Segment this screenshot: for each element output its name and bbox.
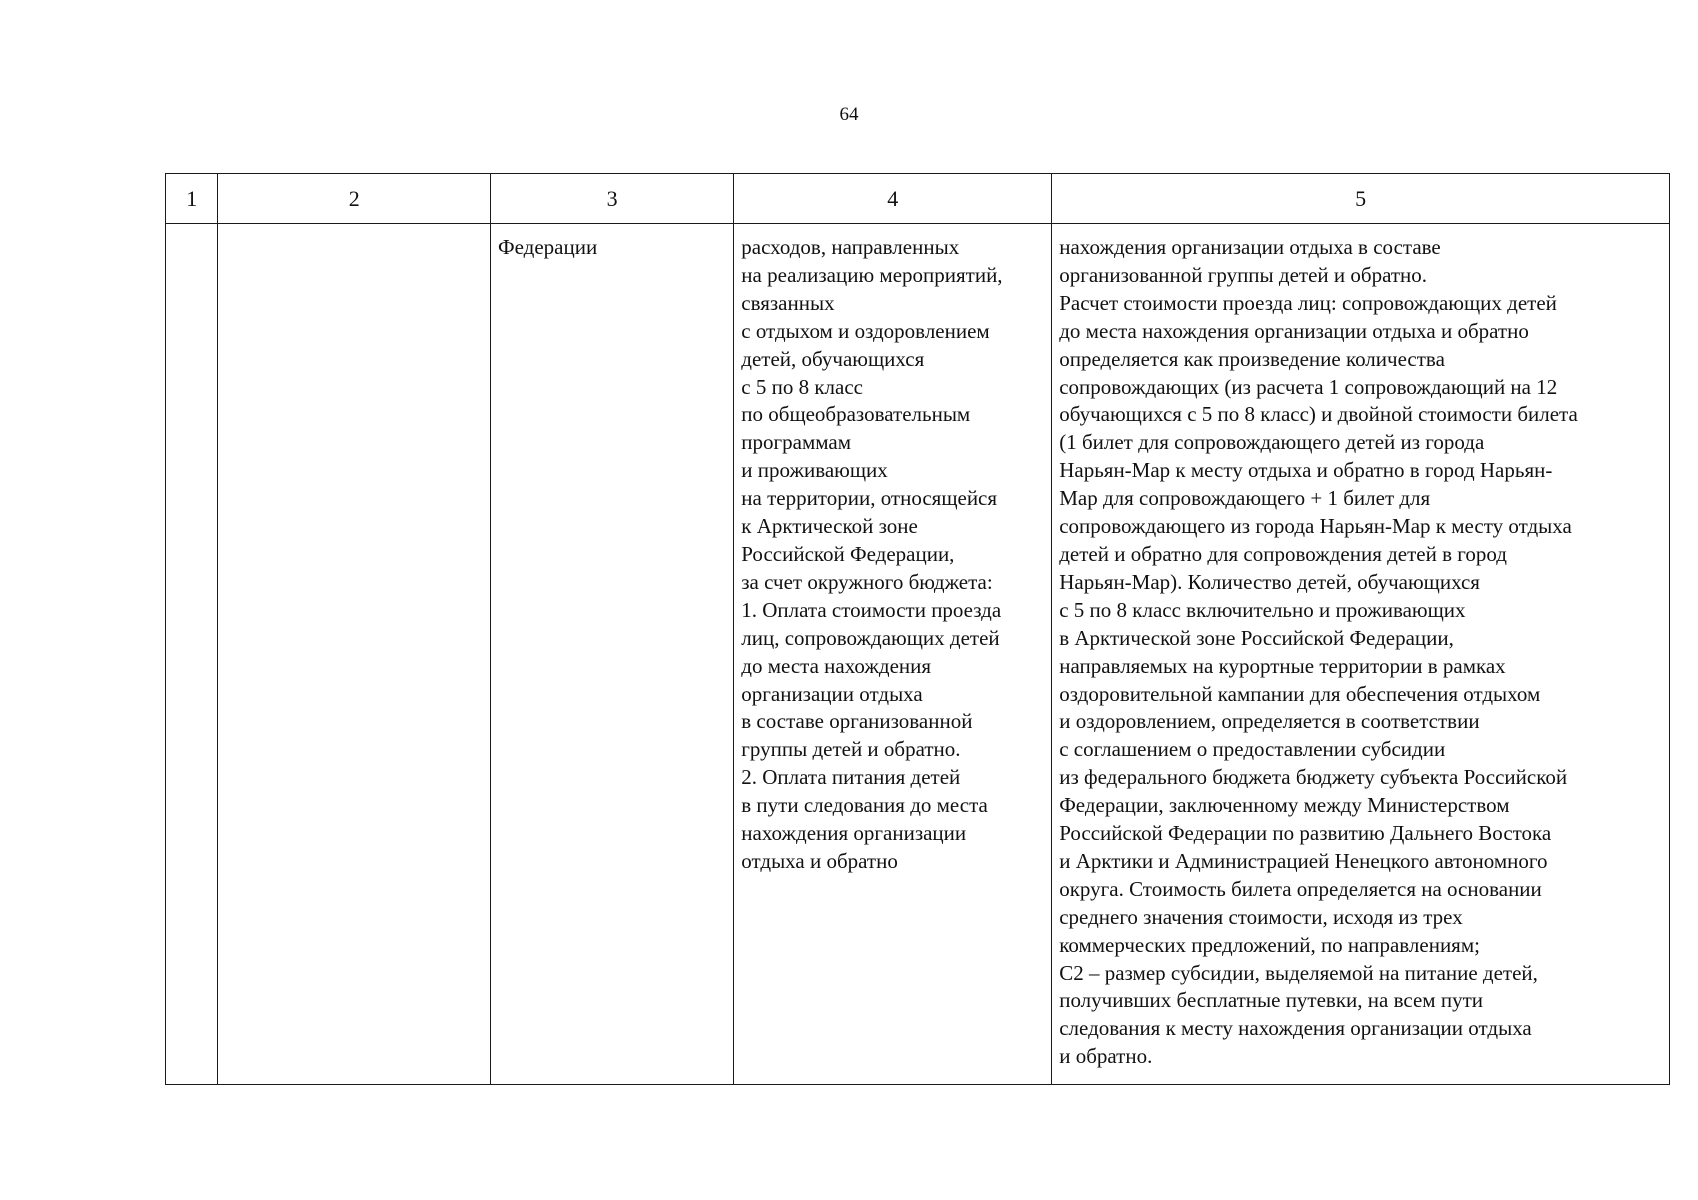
cell-text-line: оздоровительной кампании для обеспечения отдыхом [1059,681,1541,706]
cell-text-line: группы детей и обратно. [741,737,961,762]
cell-text-line: и оздоровлением, определяется в соответствии [1059,709,1480,734]
cell-text-line: лиц, сопровождающих детей [741,625,1000,650]
cell-text-line: организованной группы детей и обратно. [1059,262,1428,287]
column-header-2: 2 [218,174,491,224]
cell-text-line: и Арктики и Администрацией Ненецкого автономного [1059,848,1548,873]
table-body [166,224,1670,1085]
cell-col-2 [218,224,491,1085]
cell-text-line: нахождения организации [741,821,967,846]
cell-text-line: в составе организованной [741,709,973,734]
cell-text-line: (1 билет для сопровождающего детей из города [1059,430,1485,455]
cell-text-line: и обратно. [1059,1044,1153,1069]
cell-text-line: в Арктической зоне Российской Федерации, [1059,625,1454,650]
cell-col-4 [734,224,1052,1085]
cell-text-line: с 5 по 8 класс [741,374,863,399]
cell-text-line: 1. Оплата стоимости проезда [741,597,1002,622]
cell-text-line: Мар для сопровождающего + 1 билет для [1059,486,1431,511]
cell-text-line: следования к месту нахождения организации отдыха [1059,1016,1532,1041]
cell-text-line: детей, обучающихся [741,346,925,371]
cell-text-line: коммерческих предложений, по направлениям; [1059,932,1480,957]
cell-text-line: Российской Федерации по развитию Дальнего Востока [1059,821,1552,846]
cell-text-line: до места нахождения организации отдыха и обратно [1059,318,1529,343]
cell-text-line: по общеобразовательным [741,402,971,427]
header-row [166,174,1670,224]
page-number: 64 [839,104,859,125]
cell-text-line: обучающихся с 5 по 8 класс) и двойной стоимости билета [1059,402,1578,427]
cell-text-line: организации отдыха [741,681,923,706]
cell-col-1 [166,224,218,1085]
column-header-4: 4 [734,174,1052,224]
cell-text-line: на реализацию мероприятий, [741,262,1003,287]
cell-text-line: Российской Федерации, [741,541,955,566]
cell-text-line: сопровождающего из города Нарьян-Мар к месту отдыха [1059,514,1572,539]
cell-text-line: к Арктической зоне [741,514,918,539]
column-header-5: 5 [1052,174,1670,224]
table-row [166,224,1670,1085]
cell-text-line: детей и обратно для сопровождения детей в город [1059,541,1507,566]
cell-text-line: в пути следования до места [741,793,988,818]
cell-text-line: за счет окружного бюджета: [741,569,993,594]
cell-text-line: Федерации, заключенному между Министерством [1059,793,1510,818]
cell-text-line: расходов, направленных [741,235,960,259]
cell-text-line: Нарьян-Мар). Количество детей, обучающихся [1059,569,1480,594]
cell-text-line: определяется как произведение количества [1059,346,1445,371]
cell-text-line: получивших бесплатные путевки, на всем пути [1059,988,1483,1013]
cell-text-line: отдыха и обратно [741,848,898,873]
cell-text-line: сопровождающих (из расчета 1 сопровождающий на 12 [1059,374,1558,399]
cell-text-line: Нарьян-Мар к месту отдыха и обратно в город Нарьян- [1059,458,1553,483]
document-table [165,173,1670,1085]
column-header-3: 3 [491,174,734,224]
table-header [166,174,1670,224]
cell-text-line: и проживающих [741,458,888,483]
cell-text-line: среднего значения стоимости, исходя из трех [1059,904,1463,929]
cell-text-line: направляемых на курортные территории в рамках [1059,653,1506,678]
cell-text-line: с 5 по 8 класс включительно и проживающих [1059,597,1466,622]
cell-col-3 [491,224,734,1085]
cell-text-line: с отдыхом и оздоровлением [741,318,990,343]
cell-text-line: С2 – размер субсидии, выделяемой на питание детей, [1059,960,1538,985]
cell-text-line: 2. Оплата питания детей [741,765,961,790]
column-header-1: 1 [166,174,218,224]
cell-text-line: программам [741,430,851,455]
cell-text-line: нахождения организации отдыха в составе [1059,235,1441,259]
cell-text-line: округа. Стоимость билета определяется на основании [1059,876,1542,901]
cell-text-line: связанных [741,290,835,315]
cell-text-line: Расчет стоимости проезда лиц: сопровождающих детей [1059,290,1557,315]
cell-text-line: из федерального бюджета бюджету субъекта Российской [1059,765,1568,790]
cell-text-line: Федерации [498,235,598,259]
cell-text-line: до места нахождения [741,653,932,678]
cell-text-line: на территории, относящейся [741,486,998,511]
cell-text-line: с соглашением о предоставлении субсидии [1059,737,1446,762]
cell-col-5 [1052,224,1670,1085]
